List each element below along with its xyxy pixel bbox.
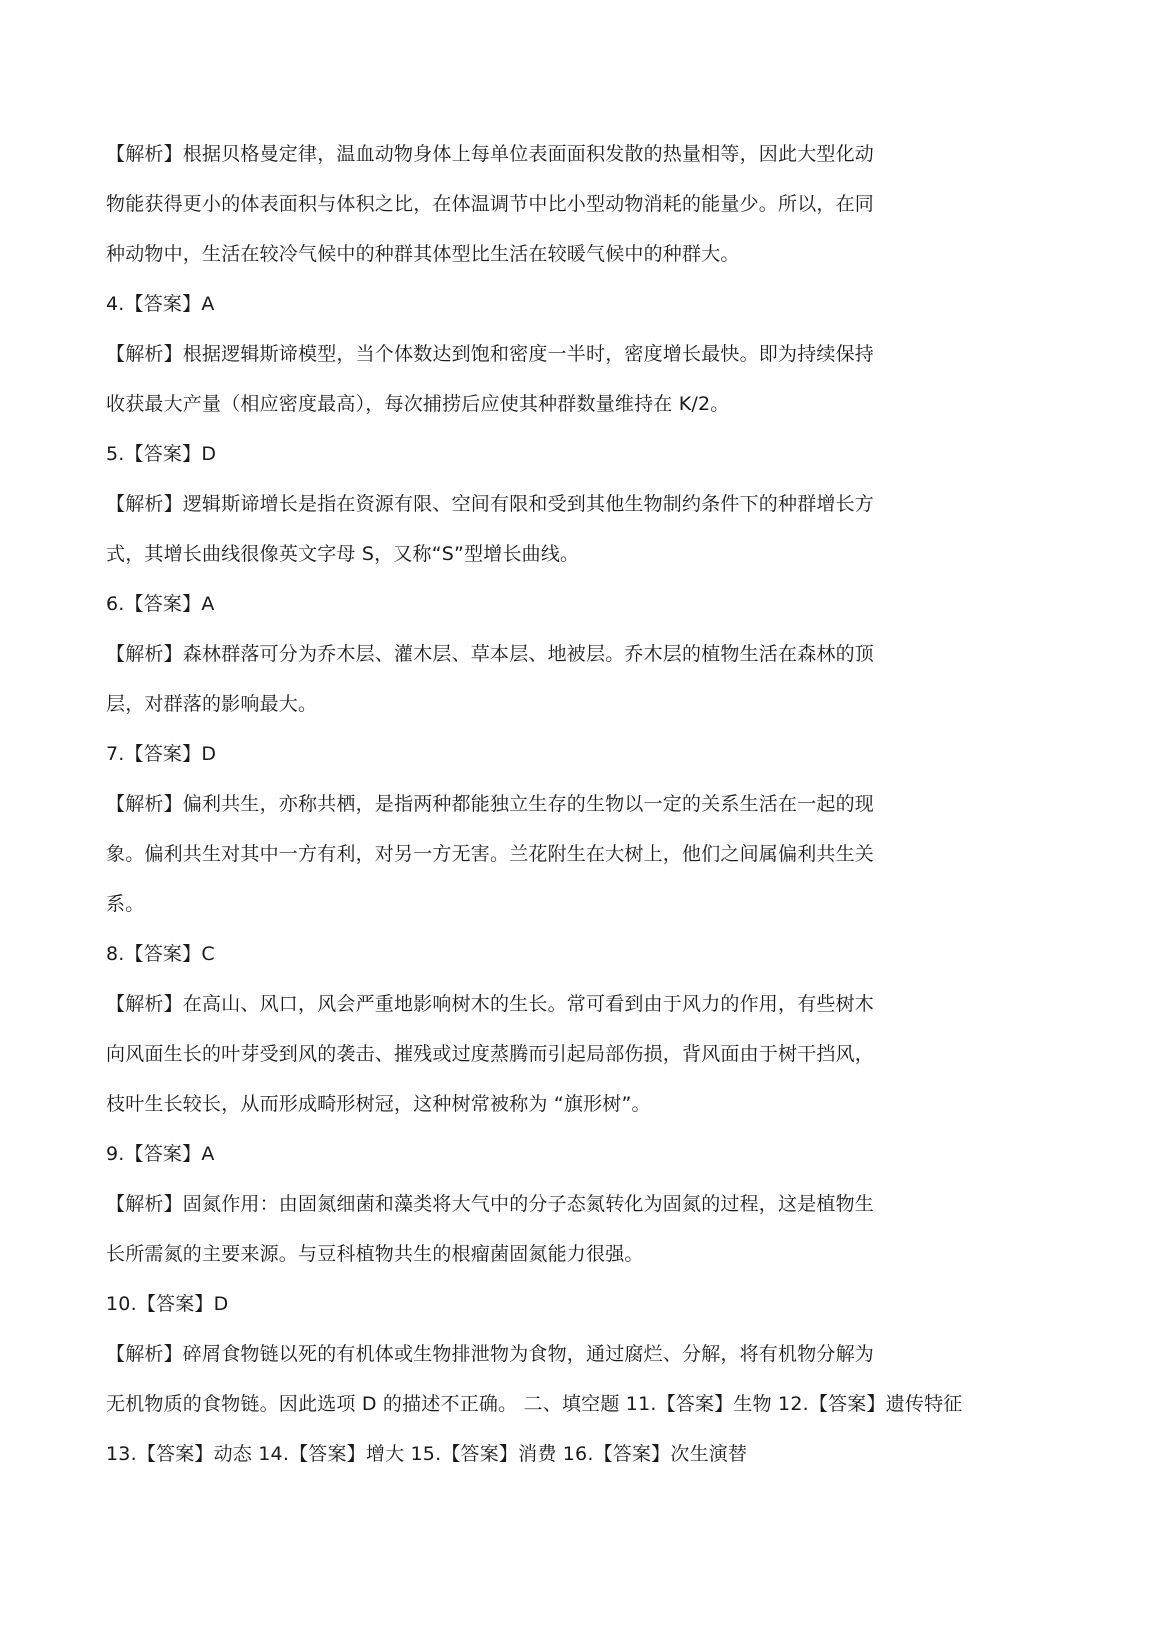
text-line: 无机物质的食物链。因此选项 D 的描述不正确。 二、填空题 11.【答案】生物 12.【答案】遗传特征 [106, 1393, 963, 1415]
text-line: 枝叶生长较长，从而形成畸形树冠，这种树常被称为 “旗形树”。 [106, 1093, 651, 1115]
text-line: 【解析】固氮作用：由固氮细菌和藻类将大气中的分子态氮转化为固氮的过程，这是植物生 [106, 1193, 875, 1215]
answer-line: 13.【答案】动态 14.【答案】增大 15.【答案】消费 16.【答案】次生演替 [106, 1443, 748, 1465]
text-line: 【解析】逻辑斯谛增长是指在资源有限、空间有限和受到其他生物制约条件下的种群增长方 [106, 493, 875, 515]
text-line: 【解析】森林群落可分为乔木层、灌木层、草本层、地被层。乔木层的植物生活在森林的顶 [106, 643, 875, 665]
answer-line: 9.【答案】A [106, 1143, 215, 1165]
answer-line: 5.【答案】D [106, 443, 217, 465]
text-line: 【解析】根据逻辑斯谛模型，当个体数达到饱和密度一半时，密度增长最快。即为持续保持 [106, 343, 875, 365]
text-line: 物能获得更小的体表面积与体积之比，在体温调节中比小型动物消耗的能量少。所以，在同 [106, 193, 875, 215]
text-line: 长所需氮的主要来源。与豆科植物共生的根瘤菌固氮能力很强。 [106, 1243, 644, 1265]
answer-line: 8.【答案】C [106, 943, 215, 965]
text-line: 式，其增长曲线很像英文字母 S，又称“S”型增长曲线。 [106, 543, 580, 565]
text-line: 系。 [106, 893, 145, 915]
text-line: 【解析】根据贝格曼定律，温血动物身体上每单位表面面积发散的热量相等，因此大型化动 [106, 143, 875, 165]
answer-line: 4.【答案】A [106, 293, 215, 315]
answer-line: 7.【答案】D [106, 743, 217, 765]
text-line: 种动物中，生活在较冷气候中的种群其体型比生活在较暖气候中的种群大。 [106, 243, 740, 265]
text-line: 象。偏利共生对其中一方有利，对另一方无害。兰花附生在大树上，他们之间属偏利共生关 [106, 843, 875, 865]
text-line: 【解析】碎屑食物链以死的有机体或生物排泄物为食物，通过腐烂、分解，将有机物分解为 [106, 1343, 875, 1365]
text-line: 【解析】偏利共生，亦称共栖，是指两种都能独立生存的生物以一定的关系生活在一起的现 [106, 793, 875, 815]
text-line: 层，对群落的影响最大。 [106, 693, 318, 715]
answer-line: 6.【答案】A [106, 593, 215, 615]
text-line: 【解析】在高山、风口，风会严重地影响树木的生长。常可看到由于风力的作用，有些树木 [106, 993, 875, 1015]
text-line: 收获最大产量（相应密度最高），每次捕捞后应使其种群数量维持在 K/2。 [106, 393, 730, 415]
answer-line: 10.【答案】D [106, 1293, 229, 1315]
text-line: 向风面生长的叶芽受到风的袭击、摧残或过度蒸腾而引起局部伤损，背风面由于树干挡风， [106, 1043, 875, 1065]
